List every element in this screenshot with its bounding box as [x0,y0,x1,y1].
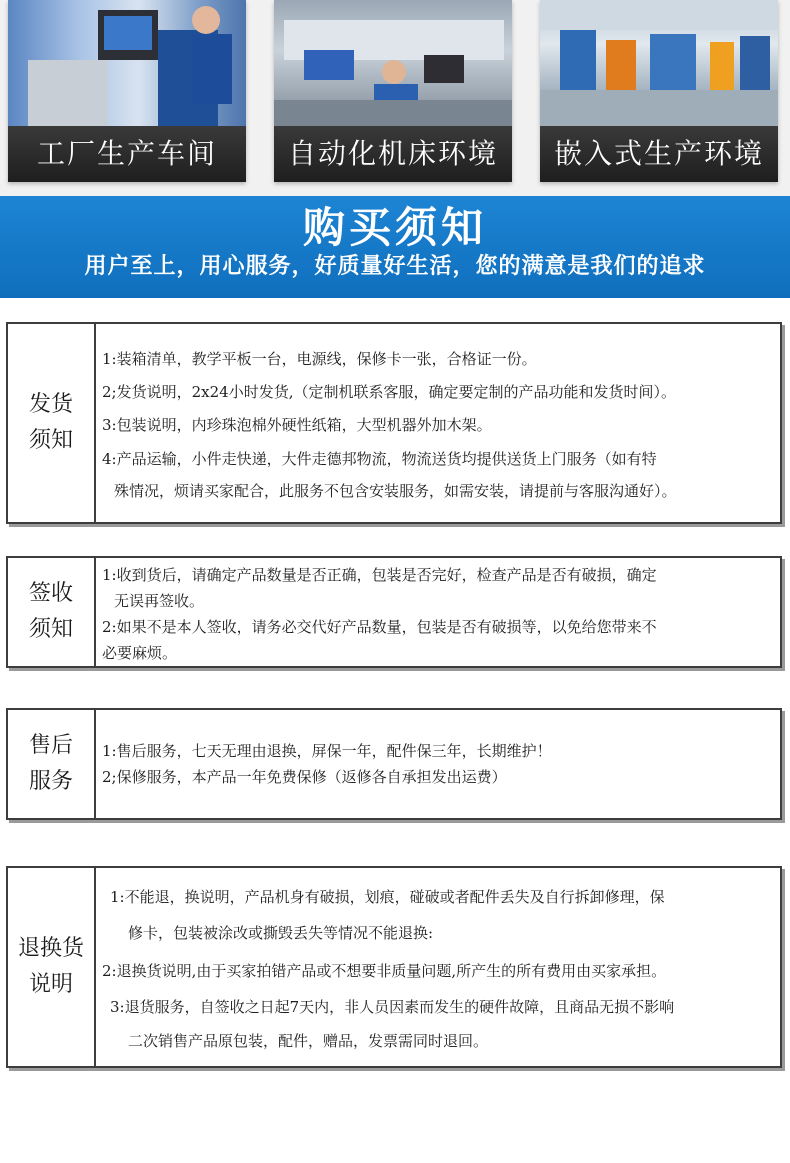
scene-label: 自动化机床环境 [274,126,512,182]
heading-line: 须知 [28,617,73,642]
section-content [102,324,774,522]
purchase-notice-banner [0,196,790,298]
scene-card-machine [274,0,512,182]
notice-line: 4:产品运输，小件走快递，大件走德邦物流，物流送货均提供送货上门服务（如有特 [102,450,657,468]
section-content [102,710,774,818]
notice-line: 2;保修服务，本产品一年免费保修（返修各自承担发出运费） [102,768,507,786]
notice-line: 2:退换货说明,由于买家拍错产品或不想要非质量问题,所产生的所有费用由买家承担。 [102,962,667,980]
notice-line: 无误再签收。 [114,592,205,610]
notice-line: 2:如果不是本人签收，请务必交代好产品数量，包装是否有破损等，以免给您带来不 [102,618,657,636]
embedded-photo [540,0,778,126]
section-heading [8,868,96,1066]
banner-subtitle: 用户至上，用心服务，好质量好生活，您的满意是我们的追求 [84,254,706,279]
section-receipt-notice [6,556,782,668]
notice-line: 2;发货说明，2x24小时发货,（定制机联系客服，确定要定制的产品功能和发货时间）。 [102,383,676,401]
section-content [102,558,774,666]
section-heading [8,710,96,818]
heading-line: 退换货 [17,936,84,961]
notice-line: 修卡，包装被涂改或撕毁丢失等情况不能退换: [128,924,434,942]
section-heading [8,324,96,522]
section-return-exchange [6,866,782,1068]
scene-label: 工厂生产车间 [8,126,246,182]
factory-photo [8,0,246,126]
heading-line: 售后 [28,733,73,758]
heading-line: 说明 [28,972,73,997]
heading-line: 须知 [28,428,73,453]
notice-line: 3:退货服务，自签收之日起7天内，非人员因素而发生的硬件故障，且商品无损不影响 [110,998,675,1016]
section-content [102,868,774,1066]
scene-card-embedded [540,0,778,182]
heading-line: 签收 [28,581,73,606]
heading-line: 服务 [28,769,73,794]
notice-line: 1:不能退，换说明，产品机身有破损，划痕，碰破或者配件丢失及自行拆卸修理，保 [110,888,665,906]
section-heading [8,558,96,666]
scene-gallery [0,0,790,196]
section-after-sales [6,708,782,820]
notice-line: 必要麻烦。 [102,644,178,662]
notice-line: 1:装箱清单，教学平板一台，电源线，保修卡一张，合格证一份。 [102,350,537,368]
scene-label: 嵌入式生产环境 [540,126,778,182]
notice-line: 二次销售产品原包装，配件，赠品，发票需同时退回。 [128,1032,489,1050]
notice-line: 1:售后服务，七天无理由退换，屏保一年，配件保三年，长期维护！ [102,742,552,760]
machine-photo [274,0,512,126]
banner-title: 购买须知 [302,203,487,252]
scene-card-factory [8,0,246,182]
notice-line: 殊情况，烦请买家配合，此服务不包含安装服务，如需安装，请提前与客服沟通好）。 [114,482,677,500]
notice-line: 3:包装说明，内珍珠泡棉外硬性纸箱，大型机器外加木架。 [102,416,492,434]
notice-line: 1:收到货后，请确定产品数量是否正确，包装是否完好，检查产品是否有破损，确定 [102,566,657,584]
section-shipping-notice [6,322,782,524]
heading-line: 发货 [28,392,73,417]
